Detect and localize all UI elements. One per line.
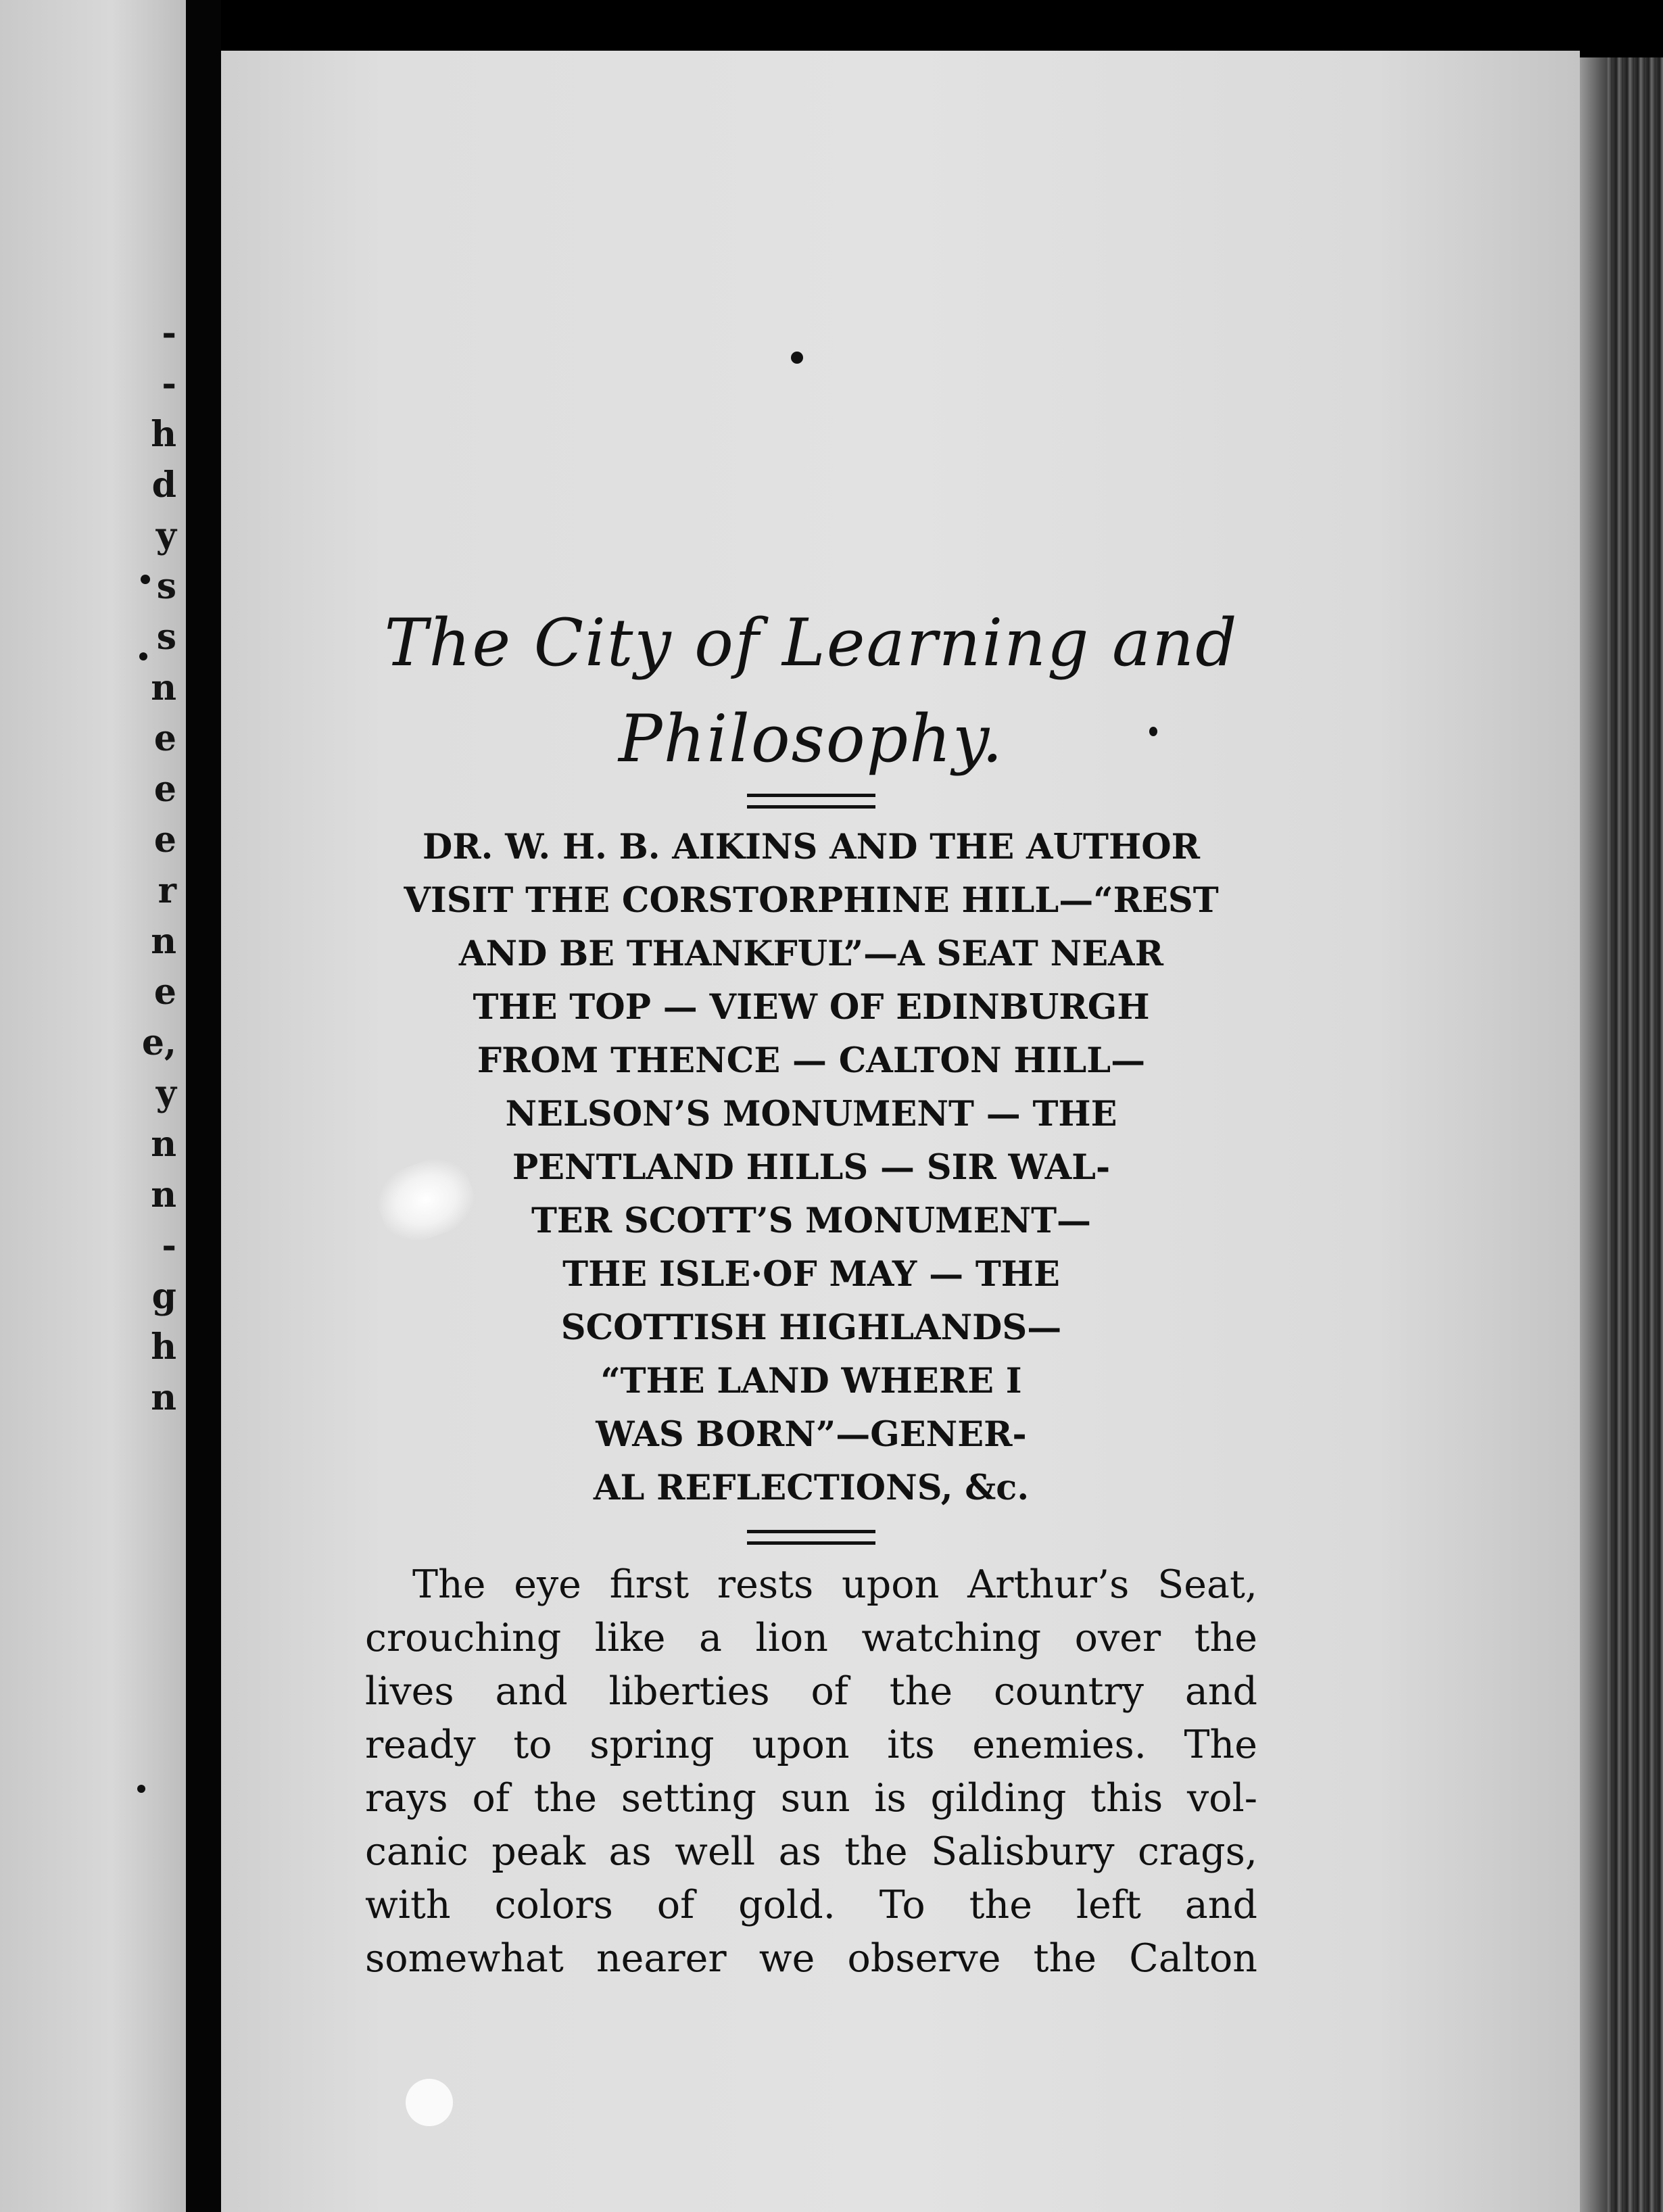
facing-page-letter: n <box>151 921 176 962</box>
facing-page-letter: n <box>151 667 176 708</box>
summary-line: SCOTTISH HIGHLANDS— <box>560 1307 1062 1348</box>
facing-page-letter: s <box>156 617 176 658</box>
facing-page <box>0 0 186 2212</box>
chapter-summary <box>365 821 1257 1515</box>
body-paragraph <box>365 1558 1257 1986</box>
facing-page-margin-text <box>142 308 176 1423</box>
facing-page-letter: r <box>158 870 176 911</box>
body-line: rays of the setting sun is gilding this vol- <box>365 1776 1257 1821</box>
page-content <box>365 595 1257 1986</box>
facing-page-letter: e <box>153 718 176 759</box>
facing-page-letter: h <box>151 414 176 455</box>
summary-line: DR. W. H. B. AIKINS AND THE AUTHOR <box>422 827 1200 867</box>
paper-spot <box>406 2079 453 2126</box>
facing-page-letter: d <box>151 464 176 506</box>
double-rule <box>747 1530 875 1545</box>
chapter-title <box>365 595 1257 787</box>
facing-page-letter: - <box>162 312 176 354</box>
body-line: The eye first rests upon Arthur’s Seat, <box>412 1562 1257 1607</box>
body-line: somewhat nearer we observe the Calton <box>365 1936 1257 1981</box>
facing-page-letter: n <box>151 1174 176 1216</box>
body-line: canic peak as well as the Salisbury crags, <box>365 1829 1257 1874</box>
body-line: with colors of gold. To the left and <box>365 1883 1257 1927</box>
summary-line: NELSON’S MONUMENT — THE <box>505 1094 1117 1134</box>
summary-line: THE TOP — VIEW OF EDINBURGH <box>473 987 1150 1028</box>
summary-line: FROM THENCE — CALTON HILL— <box>477 1040 1146 1081</box>
body-line: ready to spring upon its enemies. The <box>365 1723 1257 1767</box>
summary-line: VISIT THE CORSTORPHINE HILL—“REST <box>404 880 1219 921</box>
facing-page-letter: s <box>156 566 176 607</box>
facing-page-letter: h <box>151 1326 176 1368</box>
ink-speck <box>141 575 150 584</box>
summary-line: PENTLAND HILLS — SIR WAL- <box>512 1147 1111 1188</box>
facing-page-letter: e <box>153 769 176 810</box>
summary-line: AL REFLECTIONS, &c. <box>593 1468 1030 1508</box>
facing-page-letter: n <box>151 1377 176 1418</box>
facing-page-letter: g <box>151 1276 176 1317</box>
body-line: crouching like a lion watching over the <box>365 1616 1257 1660</box>
double-rule <box>747 794 875 809</box>
body-line: lives and liberties of the country and <box>365 1669 1257 1714</box>
facing-page-letter: e <box>153 819 176 861</box>
facing-page-letter: e, <box>141 1022 176 1063</box>
facing-page-letter: - <box>162 363 176 404</box>
summary-line: WAS BORN”—GENER- <box>596 1414 1027 1455</box>
summary-line: “THE LAND WHERE I <box>600 1361 1022 1401</box>
ink-speck <box>137 1785 145 1793</box>
facing-page-letter: y <box>155 1073 176 1114</box>
ink-speck <box>139 652 147 660</box>
facing-page-letter: n <box>151 1124 176 1165</box>
facing-page-letter: y <box>155 515 176 556</box>
chapter-title-line-2: Philosophy. <box>619 701 1004 777</box>
facing-page-letter: e <box>153 971 176 1013</box>
summary-line: AND BE THANKFUL”—A SEAT NEAR <box>458 934 1164 974</box>
book-spine <box>186 0 221 2212</box>
summary-line: THE ISLE·OF MAY — THE <box>562 1254 1060 1295</box>
ink-speck <box>791 352 803 364</box>
facing-page-letter: - <box>162 1225 176 1266</box>
chapter-title-line-1: The City of Learning and <box>384 605 1238 681</box>
summary-line: TER SCOTT’S MONUMENT— <box>531 1201 1092 1241</box>
page-edges-shadow <box>1580 57 1607 2212</box>
